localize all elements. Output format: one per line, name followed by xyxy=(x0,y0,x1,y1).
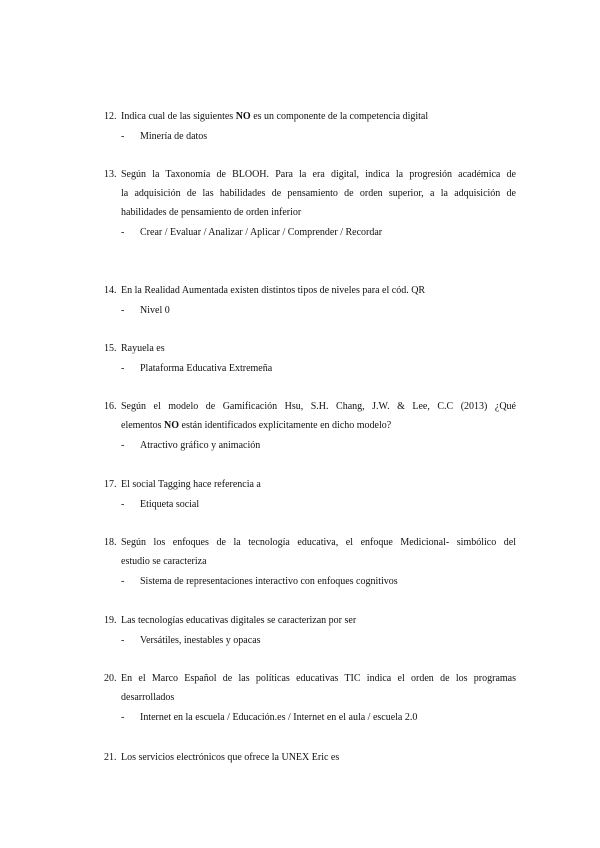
question-number: 17. xyxy=(104,479,117,490)
question-line: estudio se caracteriza xyxy=(121,556,207,567)
question-line: habilidades de pensamiento de orden inferior xyxy=(121,207,302,218)
question-19 xyxy=(104,611,516,650)
answer-dash: - xyxy=(121,499,125,510)
answer-text: Internet en la escuela / Educación.es / Internet en el aula / escuela 2.0 xyxy=(140,712,418,723)
question-number: 15. xyxy=(104,343,117,354)
question-17 xyxy=(104,475,516,514)
answer-dash: - xyxy=(121,305,125,316)
question-line: 16. Según el modelo de Gamificación Hsu, S.H. Chang, J.W. & Lee, C.C (2013) ¿Qué xyxy=(104,397,516,416)
question-line: desarrollados xyxy=(121,692,175,703)
emphasis-no: NO xyxy=(235,111,251,122)
question-number: 21. xyxy=(104,752,117,763)
answer-dash: - xyxy=(121,440,125,451)
answer-dash: - xyxy=(121,712,125,723)
question-line: 21. Los servicios electrónicos que ofrece la UNEX Eric es xyxy=(104,748,516,767)
question-14 xyxy=(104,281,516,320)
answer-item xyxy=(104,631,516,650)
question-16 xyxy=(104,397,516,455)
question-number: 16. xyxy=(104,401,117,412)
answer-text: Crear / Evaluar / Analizar / Aplicar / Comprender / Recordar xyxy=(140,227,383,238)
question-number: 19. xyxy=(104,615,117,626)
answer-dash: - xyxy=(121,131,125,142)
answer-text: Sistema de representaciones interactivo con enfoques cognitivos xyxy=(140,576,398,587)
answer-item xyxy=(104,301,516,320)
answer-text: Etiqueta social xyxy=(140,499,200,510)
question-line: 12. Indica cual de las siguientes NO es un componente de la competencia digital xyxy=(104,107,516,126)
answer-text: Versátiles, inestables y opacas xyxy=(140,635,261,646)
question-number: 12. xyxy=(104,111,117,122)
answer-item xyxy=(104,708,516,727)
answer-item xyxy=(104,436,516,455)
question-15 xyxy=(104,339,516,378)
question-number: 14. xyxy=(104,285,117,296)
answer-item xyxy=(104,572,516,591)
answer-dash: - xyxy=(121,363,125,374)
answer-text: Plataforma Educativa Extremeña xyxy=(140,363,273,374)
question-line: 19. Las tecnologías educativas digitales se caracterizan por ser xyxy=(104,611,516,630)
question-12 xyxy=(104,107,516,146)
answer-item xyxy=(104,223,516,242)
question-line: la adquisición de las habilidades de pensamiento de orden superior, a la adquisición de xyxy=(121,188,516,199)
question-line: 20. En el Marco Español de las políticas educativas TIC indica el orden de los programas xyxy=(104,669,516,688)
answer-text: Atractivo gráfico y animación xyxy=(140,440,261,451)
question-number: 18. xyxy=(104,537,117,548)
question-13 xyxy=(104,165,516,242)
question-line: 18. Según los enfoques de la tecnología educativa, el enfoque Medicional- simbólico del xyxy=(104,533,516,552)
answer-text: Minería de datos xyxy=(140,131,208,142)
question-21 xyxy=(104,748,516,767)
answer-dash: - xyxy=(121,576,125,587)
answer-dash: - xyxy=(121,227,125,238)
question-line: elementos NO están identificados explícitamente en dicho modelo? xyxy=(121,420,392,431)
emphasis-no: NO xyxy=(164,420,180,431)
answer-item xyxy=(104,495,516,514)
answer-dash: - xyxy=(121,635,125,646)
question-number: 20. xyxy=(104,673,117,684)
question-line: 14. En la Realidad Aumentada existen distintos tipos de niveles para el cód. QR xyxy=(104,281,516,300)
answer-item xyxy=(104,359,516,378)
question-line: 15. Rayuela es xyxy=(104,339,516,358)
question-18 xyxy=(104,533,516,591)
question-line: 13. Según la Taxonomía de BLOOH. Para la era digital, indica la progresión académica de xyxy=(104,165,516,184)
answer-item xyxy=(104,127,516,146)
question-line: 17. El social Tagging hace referencia a xyxy=(104,475,516,494)
question-20 xyxy=(104,669,516,727)
answer-text: Nivel 0 xyxy=(140,305,170,316)
question-number: 13. xyxy=(104,169,117,180)
